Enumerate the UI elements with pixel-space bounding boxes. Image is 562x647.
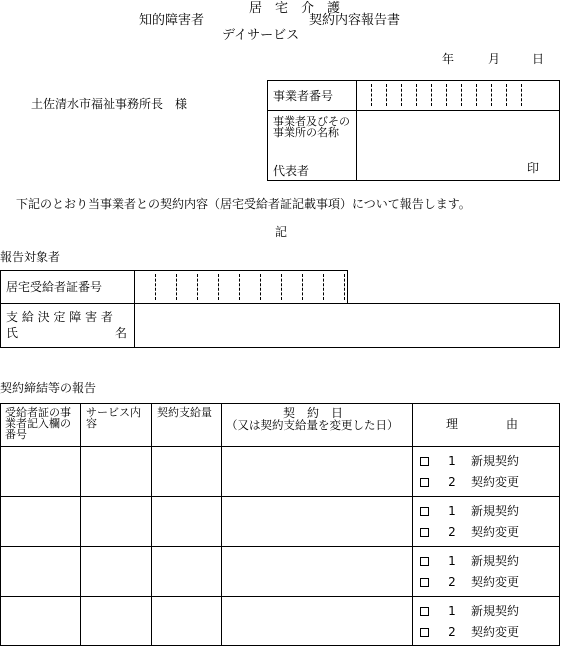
col-header-service: サービス内容 — [86, 406, 141, 430]
digit-cell-divider — [371, 84, 372, 106]
provider-rep-label: 代表者 — [273, 164, 310, 178]
option-number: 2 — [448, 475, 456, 489]
seal-mark: 印 — [527, 161, 540, 175]
checkbox[interactable] — [420, 528, 429, 537]
option-label: 契約変更 — [471, 625, 520, 639]
option-number: 2 — [448, 625, 456, 639]
addressee: 土佐清水市福祉事務所長 様 — [31, 97, 188, 111]
digit-cell-divider — [302, 274, 303, 300]
col-divider-4 — [412, 403, 413, 646]
option-label: 契約変更 — [471, 525, 520, 539]
date-month: 月 — [488, 52, 501, 66]
option-label: 契約変更 — [471, 475, 520, 489]
row-divider-3 — [0, 596, 560, 597]
date-day: 日 — [532, 52, 545, 66]
col-divider-2 — [151, 403, 152, 646]
cert-col-divider — [134, 270, 135, 304]
digit-cell-divider — [491, 84, 492, 106]
title-left: 知的障害者 — [139, 13, 205, 28]
digit-cell-divider — [506, 84, 507, 106]
recipient-name-field[interactable] — [140, 316, 550, 338]
col-header-contract-date: 契 約 日 — [283, 406, 344, 420]
digit-cell-divider — [476, 84, 477, 106]
recipient-name-label-top: 支 給 決 定 障 害 者 — [6, 310, 113, 324]
option-label: 新規契約 — [471, 604, 520, 618]
digit-cell-divider — [218, 274, 219, 300]
date-year: 年 — [442, 52, 455, 66]
option-label: 新規契約 — [471, 554, 520, 568]
col-header-change-date: （又は契約支給量を変更した日） — [226, 418, 399, 432]
subject-heading: 報告対象者 — [0, 250, 61, 264]
col-divider-3 — [221, 403, 222, 646]
col-header-amount: 契約支給量 — [157, 406, 212, 419]
digit-cell-divider — [197, 274, 198, 300]
provider-divider — [267, 110, 560, 111]
col-divider-1 — [80, 403, 81, 646]
digit-cell-divider — [521, 84, 522, 106]
row-divider-1 — [0, 496, 560, 497]
recipient-col-divider — [134, 303, 135, 348]
digit-cell-divider — [176, 274, 177, 300]
checkbox[interactable] — [420, 457, 429, 466]
provider-number-label: 事業者番号 — [273, 89, 334, 103]
reason-option[interactable] — [420, 555, 519, 567]
digit-cell-divider — [461, 84, 462, 106]
digit-cell-divider — [416, 84, 417, 106]
ki-mark: 記 — [275, 225, 288, 239]
digit-cell-divider — [431, 84, 432, 106]
reason-option[interactable] — [420, 626, 519, 638]
row-divider-header — [0, 446, 560, 447]
checkbox[interactable] — [420, 578, 429, 587]
option-number: 1 — [448, 554, 456, 568]
title-right: 契約内容報告書 — [309, 13, 401, 28]
digit-cell-divider — [344, 274, 345, 300]
option-number: 1 — [448, 454, 456, 468]
col-header-cert-number: 受給者証の事業者記入欄の番号 — [5, 406, 71, 441]
provider-col-divider — [356, 80, 357, 181]
title-top: 居 宅 介 護 — [249, 1, 341, 16]
digit-cell-divider — [239, 274, 240, 300]
option-number: 1 — [448, 504, 456, 518]
contract-heading: 契約締結等の報告 — [0, 381, 97, 395]
reason-option[interactable] — [420, 455, 519, 467]
option-label: 新規契約 — [471, 454, 520, 468]
checkbox[interactable] — [420, 628, 429, 637]
digit-cell-divider — [401, 84, 402, 106]
digit-cell-divider — [281, 274, 282, 300]
digit-cell-divider — [446, 84, 447, 106]
title-bottom: デイサービス — [222, 28, 300, 43]
option-number: 2 — [448, 575, 456, 589]
checkbox[interactable] — [420, 507, 429, 516]
checkbox[interactable] — [420, 607, 429, 616]
recipient-name-label-left: 氏 — [6, 326, 19, 340]
digit-cell-divider — [386, 84, 387, 106]
reason-option[interactable] — [420, 576, 519, 588]
reason-option[interactable] — [420, 476, 519, 488]
reason-option[interactable] — [420, 505, 519, 517]
row-divider-2 — [0, 546, 560, 547]
cert-number-label: 居宅受給者証番号 — [6, 280, 103, 294]
digit-cell-divider — [155, 274, 156, 300]
statement: 下記のとおり当事業者との契約内容（居宅受給者証記載事項）について報告します。 — [16, 197, 471, 211]
digit-cell-divider — [323, 274, 324, 300]
option-number: 1 — [448, 604, 456, 618]
option-label: 新規契約 — [471, 504, 520, 518]
col-header-reason: 理 由 — [446, 417, 519, 431]
reason-option[interactable] — [420, 605, 519, 617]
provider-name-label: 事業者及びその事業所の名称 — [273, 115, 350, 139]
recipient-name-label-right: 名 — [115, 326, 128, 340]
option-label: 契約変更 — [471, 575, 520, 589]
checkbox[interactable] — [420, 557, 429, 566]
checkbox[interactable] — [420, 478, 429, 487]
reason-option[interactable] — [420, 526, 519, 538]
option-number: 2 — [448, 525, 456, 539]
digit-cell-divider — [260, 274, 261, 300]
